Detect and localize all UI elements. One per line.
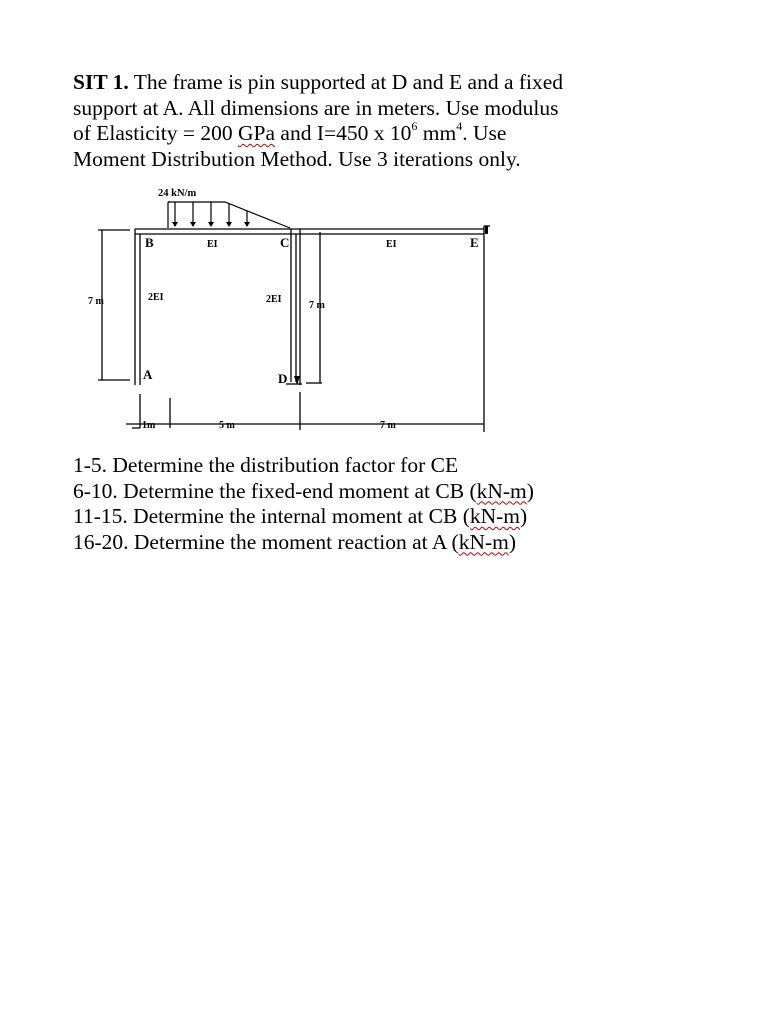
question-2-unit: kN-m: [476, 478, 527, 503]
frame-diagram: [80, 180, 500, 440]
problem-line-3-mid: and I=450 x 10: [275, 121, 412, 145]
question-2: [73, 479, 693, 505]
arrowhead-1: [172, 222, 178, 227]
dim-5m-label: 5 m: [219, 420, 235, 431]
node-c-label: C: [280, 235, 290, 250]
question-4-unit: kN-m: [458, 529, 509, 554]
node-a-label: A: [143, 367, 153, 382]
question-3-text: 11-15. Determine the internal moment at CB (: [73, 504, 470, 528]
load-label: 24 kN/m: [158, 188, 197, 199]
mm-unit: mm: [417, 121, 457, 145]
arrowhead-4: [226, 222, 232, 227]
node-e-label: E: [470, 235, 479, 250]
gpa-unit: GPa: [238, 121, 276, 145]
column-ab-ei-label: 2EI: [148, 292, 164, 303]
problem-line-1: [73, 70, 693, 96]
question-2-close: ): [526, 478, 534, 503]
question-3-close: ): [520, 504, 528, 528]
node-b-label: B: [145, 235, 154, 250]
arrowhead-5: [244, 222, 250, 227]
problem-line-3: [73, 118, 693, 147]
arrowhead-2: [190, 222, 196, 227]
problem-line-1-text: The frame is pin supported at D and E and a fixed: [128, 70, 564, 94]
question-list: [73, 453, 693, 555]
node-d-label: D: [278, 371, 288, 386]
question-4: [73, 530, 693, 556]
question-1-text: 1-5. Determine the distribution factor for CE: [73, 453, 459, 477]
problem-line-3-pre: of Elasticity = 200: [73, 121, 238, 145]
column-cd-ei-label: 2EI: [266, 294, 282, 305]
problem-statement: [73, 70, 693, 172]
arrowhead-3: [208, 222, 214, 227]
question-4-text: 16-20. Determine the moment reaction at A (: [73, 529, 459, 554]
problem-label: SIT 1.: [73, 70, 129, 94]
frame-svg: [80, 180, 500, 440]
problem-line-3-post: . Use: [462, 121, 507, 145]
exponent-6: 6: [411, 118, 418, 133]
dim-left-height-label: 7 m: [88, 296, 104, 307]
exponent-4: 4: [456, 118, 463, 133]
dim-7m-label: 7 m: [380, 420, 396, 431]
question-4-close: ): [508, 529, 517, 554]
question-1: [73, 453, 693, 479]
problem-line-4: Moment Distribution Method. Use 3 iterations only.: [73, 146, 521, 171]
question-3: [73, 504, 693, 530]
support-e-pin: [485, 226, 488, 234]
problem-line-2: support at A. All dimensions are in meters. Use modulus: [73, 95, 559, 120]
dim-right-height-label: 7 m: [309, 300, 325, 311]
beam-bc-ei-label: EI: [207, 239, 218, 250]
dim-1m-label: 1m: [142, 420, 156, 431]
question-3-unit: kN-m: [469, 504, 521, 528]
question-2-text: 6-10. Determine the fixed-end moment at CB (: [73, 478, 477, 503]
beam-ce-ei-label: EI: [386, 239, 397, 250]
